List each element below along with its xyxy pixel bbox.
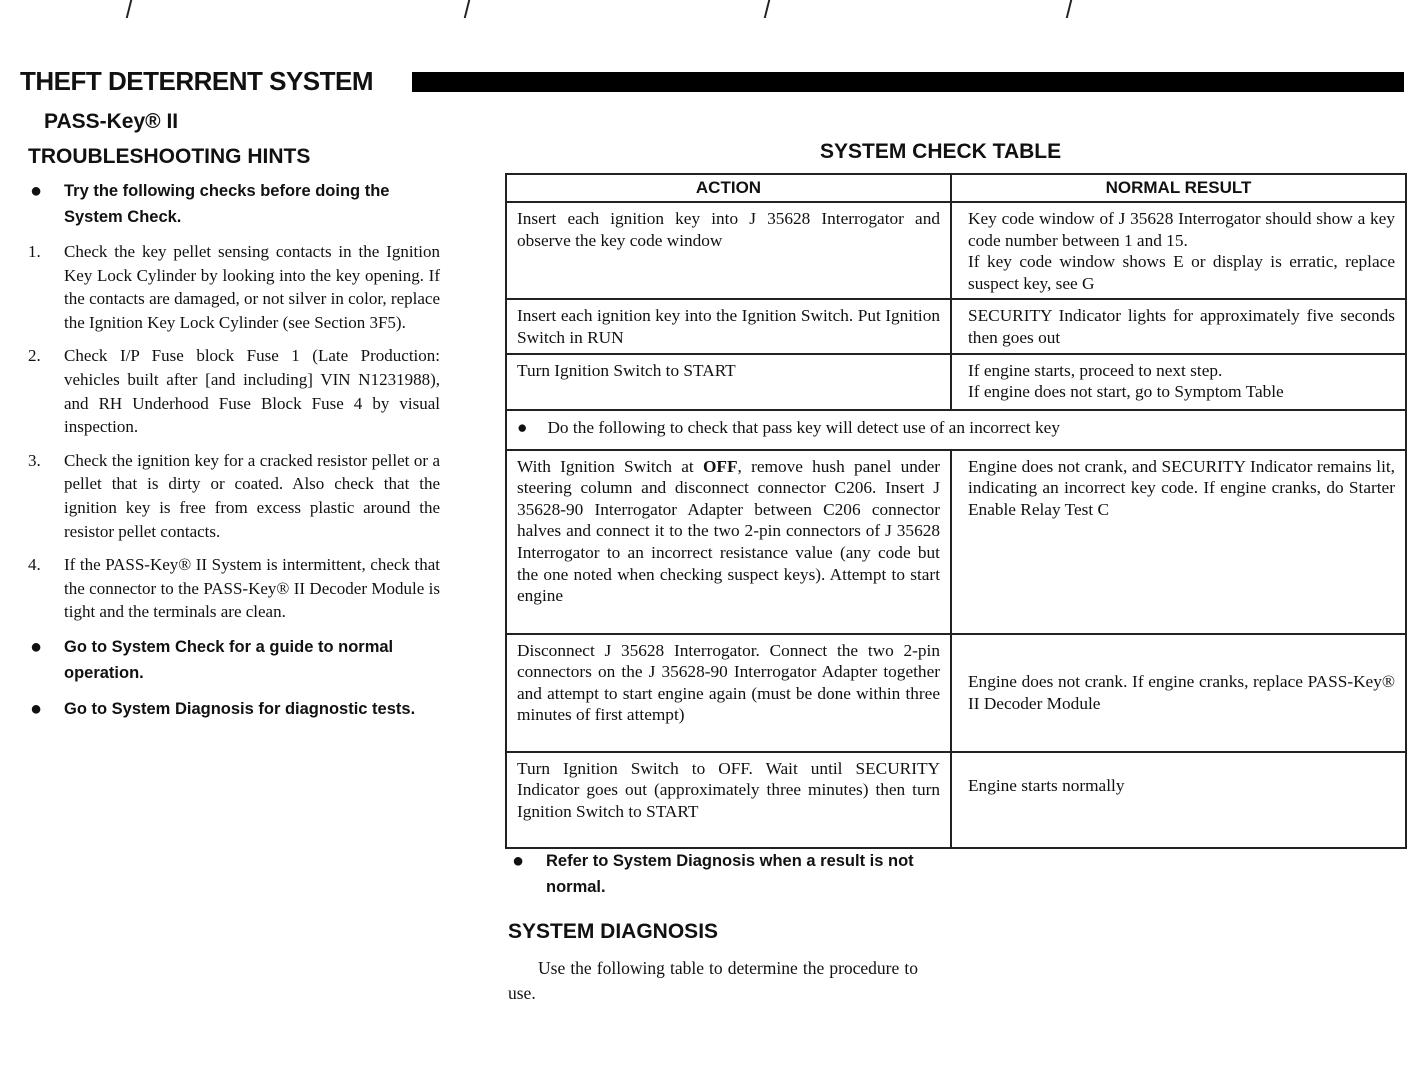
hint-item: [28, 240, 440, 334]
action-emphasis: OFF: [702, 456, 738, 476]
bullet-marker: ●: [517, 417, 528, 437]
result-cell: Engine does not crank. If engine cranks, replace PASS-Key® II Decoder Module: [951, 634, 1406, 752]
hint-text: Check the key pellet sensing contacts in the Ignition Key Lock Cylinder by looking into the key opening. If the contacts are damaged, or not silver in color, replace the Ignition Key Lock Cylinder (see Section 3F5).: [64, 242, 440, 332]
hint-text: Check the ignition key for a cracked resistor pellet or a pellet that is dirty or coated. Also check that the ignition key is free from excess plastic around the resistor pellet contacts.: [64, 450, 440, 541]
note-cell: [506, 410, 1406, 450]
hint-text: If the PASS-Key® II System is intermittent, check that the connector to the PASS-Key® II Decoder Module is tight and the terminals are clean.: [64, 555, 440, 622]
bullet-marker: ●: [30, 180, 43, 202]
hint-item: [28, 696, 440, 722]
scan-mark: [126, 0, 132, 18]
diagnosis-text: Use the following table to determine the procedure to use.: [508, 958, 918, 1003]
result-text: If key code window shows E or display is erratic, replace suspect key, see G: [968, 252, 1395, 293]
result-cell: [951, 202, 1406, 299]
table-row: [506, 752, 1406, 848]
hints-title: TROUBLESHOOTING HINTS: [28, 145, 311, 168]
scan-mark: [464, 0, 470, 18]
number-marker: 1.: [28, 242, 41, 261]
action-cell: Insert each ignition key into the Ignition Switch. Put Ignition Switch in RUN: [506, 299, 951, 353]
table-row: [506, 354, 1406, 410]
number-marker: 2.: [28, 346, 41, 366]
action-cell: Turn Ignition Switch to START: [506, 354, 951, 410]
hint-item: [28, 553, 440, 624]
action-cell: Disconnect J 35628 Interrogator. Connect the two 2-pin connectors on the J 35628-90 Interrogator Adapter together and attempt to start engine again (must be done within three minutes of first attempt): [506, 634, 951, 752]
result-text: If engine does not start, go to Symptom Table: [968, 382, 1284, 402]
hints-list: [28, 178, 440, 732]
table-row: [506, 634, 1406, 752]
hint-item: [28, 634, 440, 686]
table-row: [506, 410, 1406, 450]
hint-item: [28, 178, 440, 230]
refer-note-text: Refer to System Diagnosis when a result is not normal.: [546, 852, 914, 896]
result-text: Key code window of J 35628 Interrogator should show a key code number between 1 and 15.: [968, 209, 1395, 250]
result-cell: SECURITY Indicator lights for approximately five seconds then goes out: [951, 299, 1406, 353]
table-row: [506, 299, 1406, 353]
note-text: Do the following to check that pass key will detect use of an incorrect key: [547, 417, 1060, 437]
bullet-marker: ●: [512, 850, 525, 872]
action-cell: Insert each ignition key into J 35628 Interrogator and observe the key code window: [506, 202, 951, 299]
number-marker: 3.: [28, 450, 41, 470]
hint-text: Check I/P Fuse block Fuse 1 (Late Production: vehicles built after [and including] VIN N1231988), and RH Underhood Fuse Block Fuse 4 by visual inspection.: [64, 346, 440, 437]
column-header-result: NORMAL RESULT: [951, 174, 1406, 202]
action-text: With Ignition Switch at: [517, 456, 703, 476]
action-cell: Turn Ignition Switch to OFF. Wait until SECURITY Indicator goes out (approximately three minutes) then turn Ignition Switch to START: [506, 752, 951, 848]
action-cell: [506, 450, 951, 634]
table-header-row: [506, 174, 1406, 202]
result-cell: Engine does not crank, and SECURITY Indicator remains lit, indicating an incorrect key code. If engine cranks, do Starter Enable Relay Test C: [951, 450, 1406, 634]
hint-text: Try the following checks before doing the System Check.: [64, 182, 390, 226]
section-title: THEFT DETERRENT SYSTEM: [20, 66, 374, 96]
refer-note: [512, 848, 966, 900]
scan-mark: [764, 0, 770, 18]
diagnosis-title: SYSTEM DIAGNOSIS: [508, 920, 719, 943]
result-cell: Engine starts normally: [951, 752, 1406, 848]
check-table-title: SYSTEM CHECK TABLE: [820, 140, 1062, 163]
hint-text: Go to System Diagnosis for diagnostic tests.: [64, 699, 416, 718]
column-header-action: ACTION: [506, 174, 951, 202]
result-cell: [951, 354, 1406, 410]
bullet-marker: ●: [30, 635, 43, 658]
table-row: [506, 202, 1406, 299]
bullet-marker: ●: [30, 697, 43, 720]
result-text: If engine starts, proceed to next step.: [968, 360, 1223, 380]
system-check-table: [505, 173, 1407, 849]
hint-text: Go to System Check for a guide to normal operation.: [64, 637, 394, 682]
subtitle: PASS-Key® II: [44, 110, 179, 133]
hint-item: [28, 344, 440, 438]
scan-mark: [1066, 0, 1072, 18]
table-row: [506, 450, 1406, 634]
title-rule-bar: [412, 72, 1404, 92]
number-marker: 4.: [28, 555, 41, 575]
action-text: , remove hush panel under steering column and disconnect connector C206. Insert J 35628-90 Interrogator Adapter between C206 connector halves and connect it to the two 2-pin connectors of J 35628 Interrogator to an incorrect resistance value (any code but the one noted when checking suspect keys). Attempt to start engine: [517, 456, 940, 606]
hint-item: [28, 449, 440, 543]
